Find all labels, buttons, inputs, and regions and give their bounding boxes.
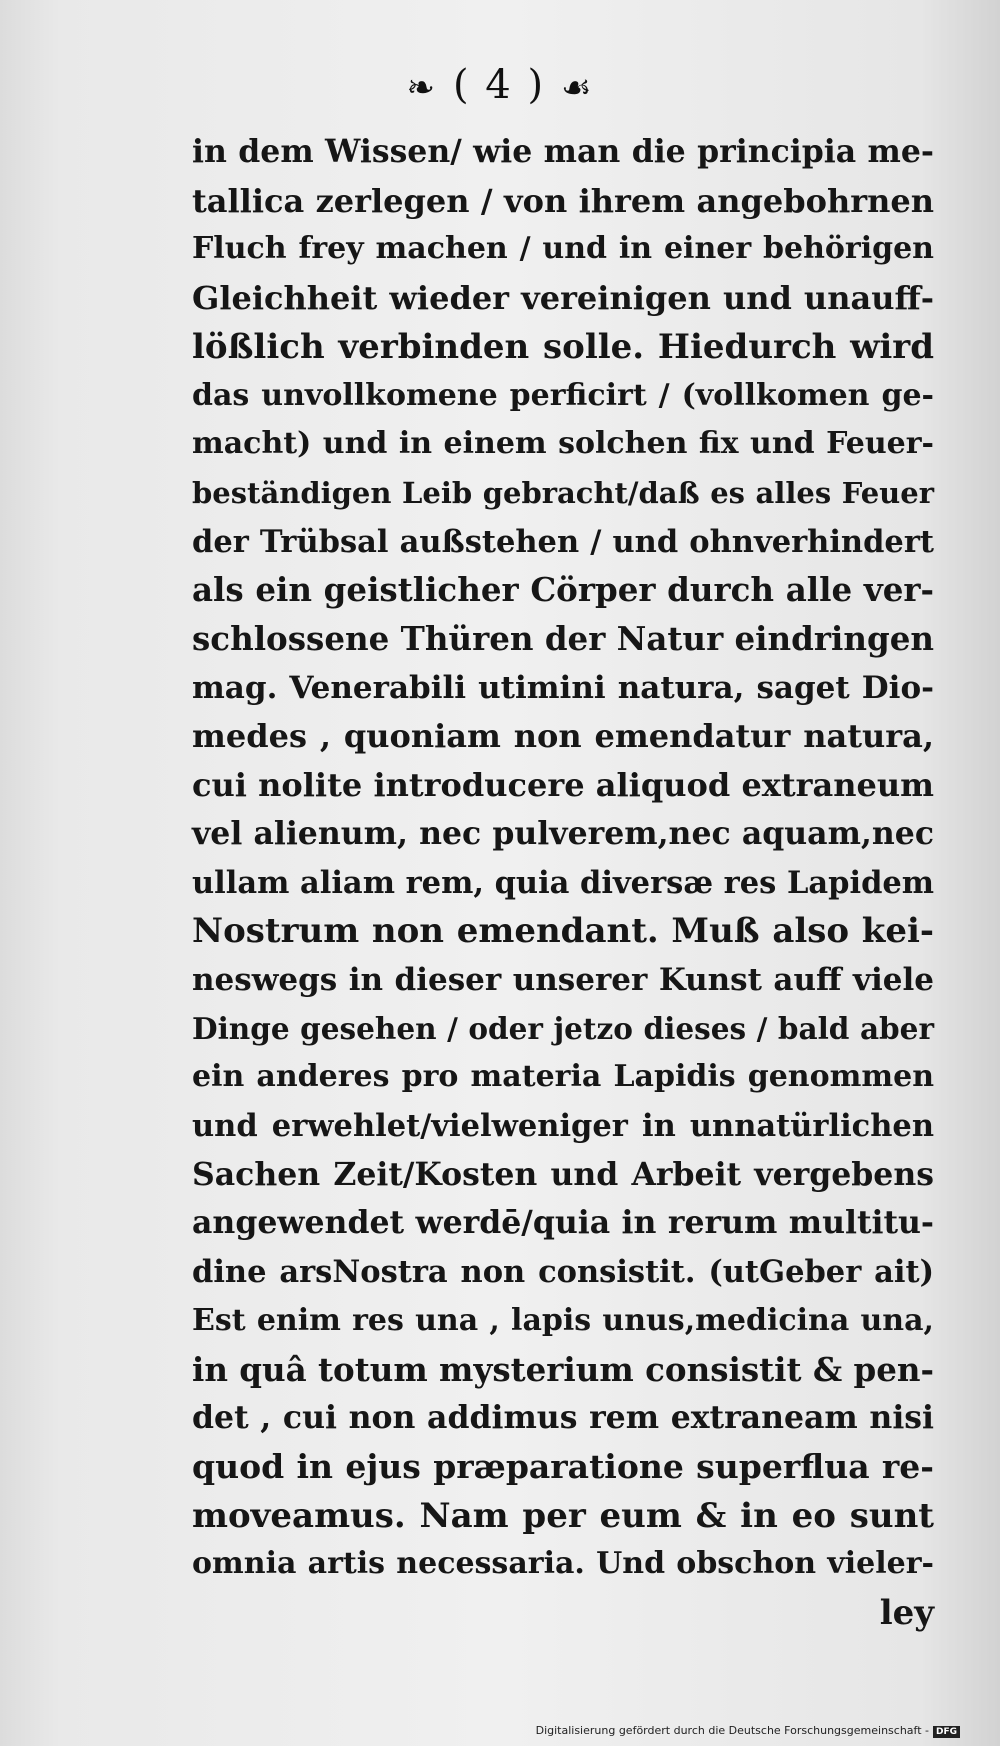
text-line: macht) und in einem solchen fix und Feuer- xyxy=(192,426,934,462)
text-line: das unvollkomene perficirt / (vollkomen ge- xyxy=(192,377,934,413)
text-line: beständigen Leib gebracht/daß es alles Feuer xyxy=(192,475,934,510)
dfg-logo: DFG xyxy=(933,1726,960,1738)
text-line: tallica zerlegen / von ihrem angebohrnen xyxy=(192,181,934,220)
text-line: ein anderes pro materia Lapidis genommen xyxy=(192,1059,934,1095)
credit-text: Digitalisierung gefördert durch die Deutsche Forschungsgemeinschaft - xyxy=(535,1724,929,1737)
text-line: schlossene Thüren der Natur eindringen xyxy=(192,619,935,659)
text-line: mag. Venerabili utimini natura, saget Dio- xyxy=(192,669,934,706)
text-line: Est enim res una , lapis unus,medicina una, xyxy=(192,1302,934,1338)
text-line: cui nolite introducere aliquod extraneum xyxy=(192,766,934,805)
text-line: neswegs in dieser unserer Kunst auff viele xyxy=(192,961,934,998)
digitization-credit xyxy=(536,1724,960,1738)
text-line: Nostrum non emendant. Muß also kei- xyxy=(192,911,934,952)
text-line: vel alienum, nec pulverem,nec aquam,nec xyxy=(192,814,934,852)
text-line: moveamus. Nam per eum & in eo sunt xyxy=(192,1495,934,1536)
text-line: det , cui non addimus rem extraneam nisi xyxy=(192,1399,934,1437)
page-number: ( 4 ) xyxy=(452,62,546,108)
body-text xyxy=(192,128,934,1638)
text-line: angewendet werdē/quia in rerum multitu- xyxy=(192,1204,934,1242)
text-line: und erwehlet/vielweniger in unnatürlichen xyxy=(192,1108,934,1145)
text-line: Fluch frey machen / und in einer behörigen xyxy=(192,231,934,267)
text-line: Gleichheit wieder vereinigen und unauff- xyxy=(192,279,934,318)
text-line: Sachen Zeit/Kosten und Arbeit vergebens xyxy=(192,1155,934,1193)
text-line: omnia artis necessaria. Und obschon vieler- xyxy=(192,1546,934,1582)
text-line: dine arsNostra non consistit. (utGeber ait) xyxy=(192,1254,934,1291)
text-line: lößlich verbinden solle. Hiedurch wird xyxy=(192,326,934,367)
right-ornament-icon: ☙ xyxy=(561,68,594,108)
page-header xyxy=(0,62,1000,108)
text-line: Dinge gesehen / oder jetzo dieses / bald aber xyxy=(192,1010,934,1046)
text-line: der Trübsal außstehen / und ohnverhindert xyxy=(192,523,934,560)
text-line: als ein geistlicher Cörper durch alle ver- xyxy=(192,570,934,610)
text-line: ullam aliam rem, quia diversæ res Lapidem xyxy=(192,864,935,901)
text-line: medes , quoniam non emendatur natura, xyxy=(192,717,934,756)
left-ornament-icon: ❧ xyxy=(406,68,437,108)
text-line: in quâ totum mysterium consistit & pen- xyxy=(192,1349,935,1389)
text-line: in dem Wissen/ wie man die principia me- xyxy=(192,133,934,170)
text-line: quod in ejus præparatione superflua re- xyxy=(192,1446,934,1486)
text-line: ley xyxy=(879,1593,934,1634)
